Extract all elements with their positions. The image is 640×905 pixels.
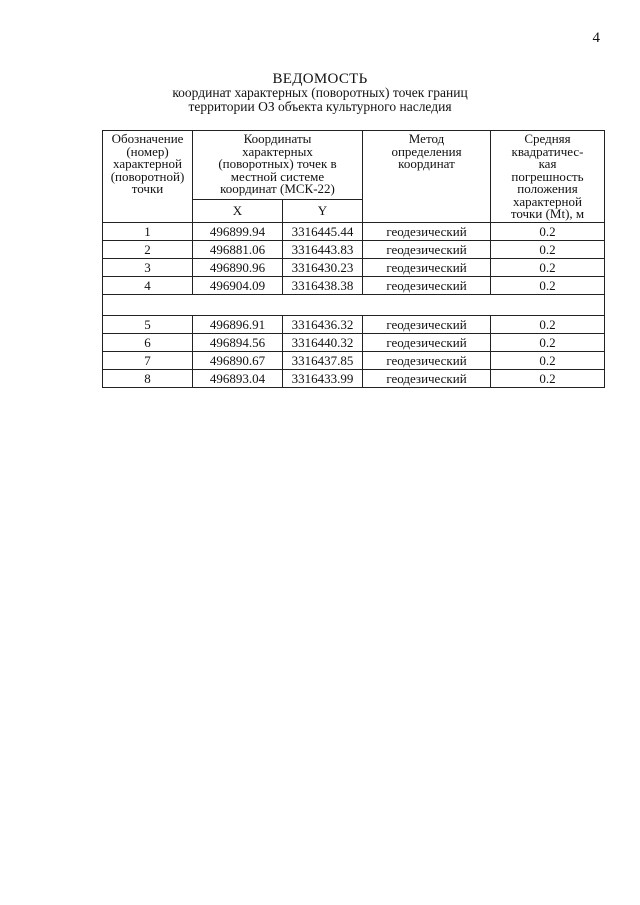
header-x: X xyxy=(193,200,283,223)
cell-method: геодезический xyxy=(363,259,491,277)
cell-x: 496890.67 xyxy=(193,352,283,370)
document-title xyxy=(0,72,640,114)
separator-cell xyxy=(103,295,605,316)
cell-point: 6 xyxy=(103,334,193,352)
table-row xyxy=(103,241,605,259)
cell-point: 3 xyxy=(103,259,193,277)
header-point-line: характерной xyxy=(113,156,182,171)
cell-point: 7 xyxy=(103,352,193,370)
cell-y: 3316433.99 xyxy=(283,370,363,388)
cell-x: 496899.94 xyxy=(193,223,283,241)
cell-y: 3316437.85 xyxy=(283,352,363,370)
page-number: 4 xyxy=(592,30,600,46)
cell-y: 3316443.83 xyxy=(283,241,363,259)
table-row xyxy=(103,277,605,295)
header-coords-line: местной системе xyxy=(230,168,325,184)
cell-x: 496893.04 xyxy=(193,370,283,388)
title-line-2: территории ОЗ объекта культурного наследия xyxy=(188,99,452,114)
cell-point: 2 xyxy=(103,241,193,259)
table-row xyxy=(103,259,605,277)
header-method-line: координат xyxy=(398,156,455,171)
header-point-line: (поворотной) xyxy=(110,168,185,184)
cell-x: 496904.09 xyxy=(193,277,283,295)
cell-error: 0.2 xyxy=(491,223,605,241)
table-row xyxy=(103,223,605,241)
cell-y: 3316430.23 xyxy=(283,259,363,277)
header-error xyxy=(491,131,605,223)
cell-method: геодезический xyxy=(363,352,491,370)
header-error-line: точки (Mt), м xyxy=(510,206,585,221)
header-point-line: Обозначение xyxy=(111,131,184,146)
coordinates-table xyxy=(102,130,605,388)
cell-y: 3316440.32 xyxy=(283,334,363,352)
cell-method: геодезический xyxy=(363,316,491,334)
header-method xyxy=(363,131,491,223)
header-error-line: Средняя xyxy=(524,131,571,146)
header-error-line: положения xyxy=(517,181,578,196)
header-error-line: погрешность xyxy=(511,168,584,184)
table-row xyxy=(103,352,605,370)
cell-method: геодезический xyxy=(363,370,491,388)
cell-error: 0.2 xyxy=(491,259,605,277)
cell-error: 0.2 xyxy=(491,241,605,259)
header-coords-line: Координаты xyxy=(243,131,312,146)
cell-method: геодезический xyxy=(363,241,491,259)
cell-method: геодезический xyxy=(363,223,491,241)
cell-x: 496890.96 xyxy=(193,259,283,277)
table-row xyxy=(103,316,605,334)
title-main: ВЕДОМОСТЬ xyxy=(272,71,368,87)
cell-y: 3316438.38 xyxy=(283,277,363,295)
table-row xyxy=(103,334,605,352)
cell-error: 0.2 xyxy=(491,334,605,352)
cell-x: 496896.91 xyxy=(193,316,283,334)
header-method-line: определения xyxy=(391,143,462,159)
cell-error: 0.2 xyxy=(491,352,605,370)
cell-x: 496894.56 xyxy=(193,334,283,352)
header-error-line: характерной xyxy=(513,193,582,209)
header-point-line: (номер) xyxy=(126,143,169,159)
cell-x: 496881.06 xyxy=(193,241,283,259)
cell-error: 0.2 xyxy=(491,370,605,388)
header-row xyxy=(103,131,605,200)
header-coords-line: координат (МСК-22) xyxy=(220,181,335,196)
header-coords-line: характерных xyxy=(242,143,313,159)
separator-row xyxy=(103,295,605,316)
header-error-line: квадратичес- xyxy=(511,143,584,159)
coordinates-table-body xyxy=(103,131,605,388)
header-error-line: кая xyxy=(538,156,557,171)
header-coordinates xyxy=(193,131,363,200)
cell-y: 3316436.32 xyxy=(283,316,363,334)
cell-method: геодезический xyxy=(363,277,491,295)
cell-error: 0.2 xyxy=(491,277,605,295)
table-row xyxy=(103,370,605,388)
cell-error: 0.2 xyxy=(491,316,605,334)
cell-point: 8 xyxy=(103,370,193,388)
cell-point: 4 xyxy=(103,277,193,295)
header-point xyxy=(103,131,193,223)
header-y: Y xyxy=(283,200,363,223)
cell-y: 3316445.44 xyxy=(283,223,363,241)
cell-point: 1 xyxy=(103,223,193,241)
header-method-line: Метод xyxy=(408,131,445,146)
cell-point: 5 xyxy=(103,316,193,334)
header-point-line: точки xyxy=(131,181,164,196)
cell-method: геодезический xyxy=(363,334,491,352)
header-coords-line: (поворотных) точек в xyxy=(218,156,337,171)
title-line-1: координат характерных (поворотных) точек границ xyxy=(172,85,468,100)
